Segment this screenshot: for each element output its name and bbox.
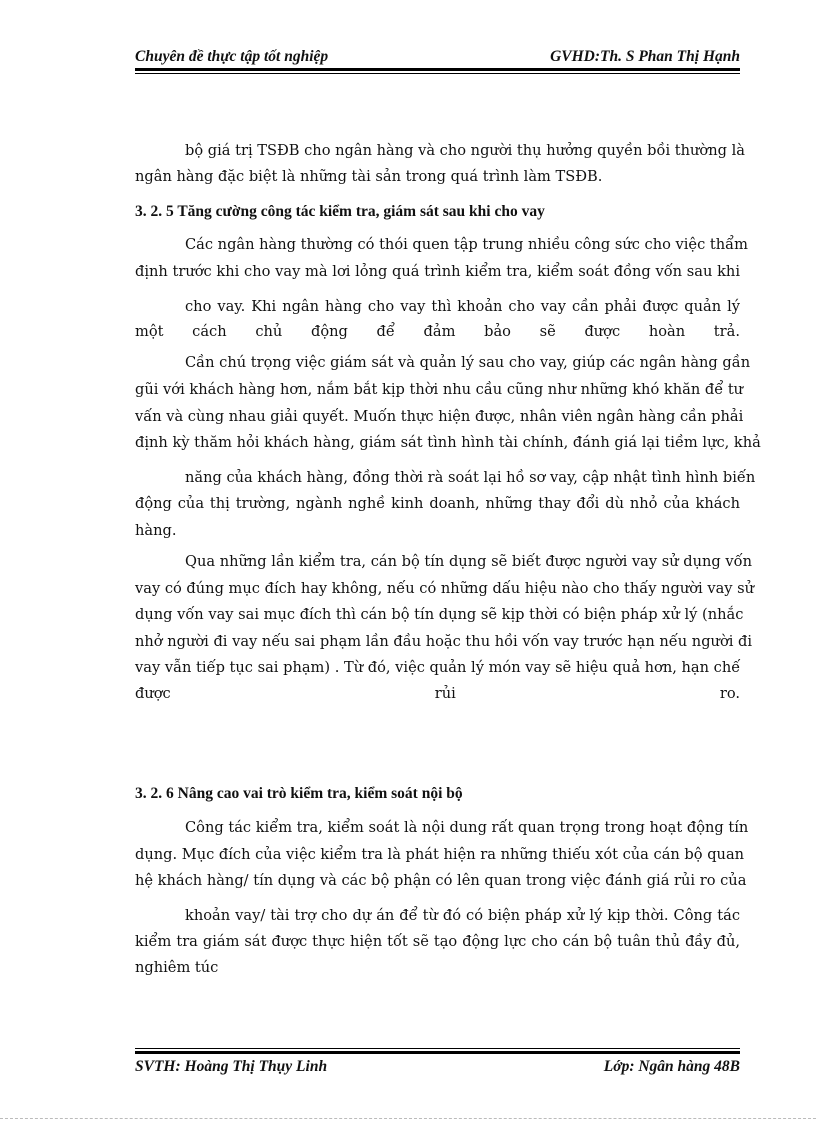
footer-class: Lớp: Ngân hàng 48B — [603, 1058, 740, 1075]
header-rule-thick — [135, 68, 740, 71]
header-supervisor: GVHD:Th. S Phan Thị Hạnh — [550, 48, 740, 65]
paragraph-3-line-4: định kỳ thăm hỏi khách hàng, giám sát tình hình tài chính, đánh giá lại tiềm lực, khả — [135, 434, 761, 451]
paragraph-4-line-3: hàng. — [135, 522, 177, 539]
paragraph-5-line-5: vay vẫn tiếp tục sai phạm) . Từ đó, việc quản lý món vay sẽ hiệu quả hơn, hạn chế — [135, 659, 741, 676]
paragraph-6-line-3: hệ khách hàng/ tín dụng và các bộ phận có lên quan trong việc đánh giá rủi ro của — [135, 872, 747, 889]
paragraph-5-line-3: dụng vốn vay sai mục đích thì cán bộ tín dụng sẽ kịp thời có biện pháp xử lý (nhắc — [135, 606, 744, 623]
paragraph-5-line-1: Qua những lần kiểm tra, cán bộ tín dụng sẽ biết được người vay sử dụng vốn — [185, 553, 752, 570]
paragraph-1-line-2: định trước khi cho vay mà lơi lỏng quá trình kiểm tra, kiểm soát đồng vốn sau khi — [135, 263, 740, 280]
paragraph-0-line-1: bộ giá trị TSĐB cho ngân hàng và cho người thụ hưởng quyền bồi thường là — [185, 142, 745, 159]
paragraph-6-line-2: dụng. Mục đích của việc kiểm tra là phát hiện ra những thiếu xót của cán bộ quan — [135, 846, 745, 863]
paragraph-0-line-2: ngân hàng đặc biệt là những tài sản trong quá trình làm TSĐB. — [135, 168, 603, 185]
paragraph-2-line-1: cho vay. Khi ngân hàng cho vay thì khoản cho vay cần phải được quản lý — [185, 298, 740, 315]
paragraph-3-line-3: vấn và cùng nhau giải quyết. Muốn thực hiện được, nhân viên ngân hàng cần phải — [135, 408, 744, 425]
paragraph-7-line-2: kiểm tra giám sát được thực hiện tốt sẽ tạo động lực cho cán bộ tuân thủ đầy đủ, — [135, 933, 740, 950]
paragraph-1-line-1: Các ngân hàng thường có thói quen tập trung nhiều công sức cho việc thẩm — [185, 236, 748, 253]
paragraph-5-line-4: nhở người đi vay nếu sai phạm lần đầu hoặc thu hồi vốn vay trước hạn nếu người đi — [135, 633, 753, 650]
paragraph-4-line-1: năng của khách hàng, đồng thời rà soát lại hồ sơ vay, cập nhật tình hình biến — [185, 469, 756, 486]
footer-rule-thin — [135, 1048, 740, 1049]
paragraph-3-line-1: Cần chú trọng việc giám sát và quản lý sau cho vay, giúp các ngân hàng gần — [185, 354, 751, 371]
page-edge — [0, 1118, 816, 1119]
footer-student: SVTH: Hoàng Thị Thụy Linh — [135, 1058, 328, 1075]
paragraph-7-line-3: nghiêm túc — [135, 959, 219, 976]
header-document-title: Chuyên đề thực tập tốt nghiệp — [135, 48, 329, 65]
paragraph-5-line-2: vay có đúng mục đích hay không, nếu có những dấu hiệu nào cho thấy người vay sử — [135, 580, 755, 597]
paragraph-3-line-2: gũi với khách hàng hơn, nắm bắt kịp thời nhu cầu cũng như những khó khăn để tư — [135, 381, 744, 398]
header-rule-thin — [135, 73, 740, 74]
paragraph-2-line-2: một cách chủ động để đảm bảo sẽ được hoàn trả. — [135, 323, 740, 340]
section-heading-3-2-6: 3. 2. 6 Nâng cao vai trò kiểm tra, kiểm soát nội bộ — [135, 785, 463, 802]
paragraph-6-line-1: Công tác kiểm tra, kiểm soát là nội dung rất quan trọng trong hoạt động tín — [185, 819, 749, 836]
section-heading-3-2-5: 3. 2. 5 Tăng cường công tác kiểm tra, giám sát sau khi cho vay — [135, 203, 545, 220]
paragraph-4-line-2: động của thị trường, ngành nghề kinh doanh, những thay đổi dù nhỏ của khách — [135, 495, 740, 512]
footer-rule-thick — [135, 1051, 740, 1054]
paragraph-5-line-6: được rủi ro. — [135, 685, 740, 702]
paragraph-7-line-1: khoản vay/ tài trợ cho dự án để từ đó có biện pháp xử lý kịp thời. Công tác — [185, 907, 740, 924]
